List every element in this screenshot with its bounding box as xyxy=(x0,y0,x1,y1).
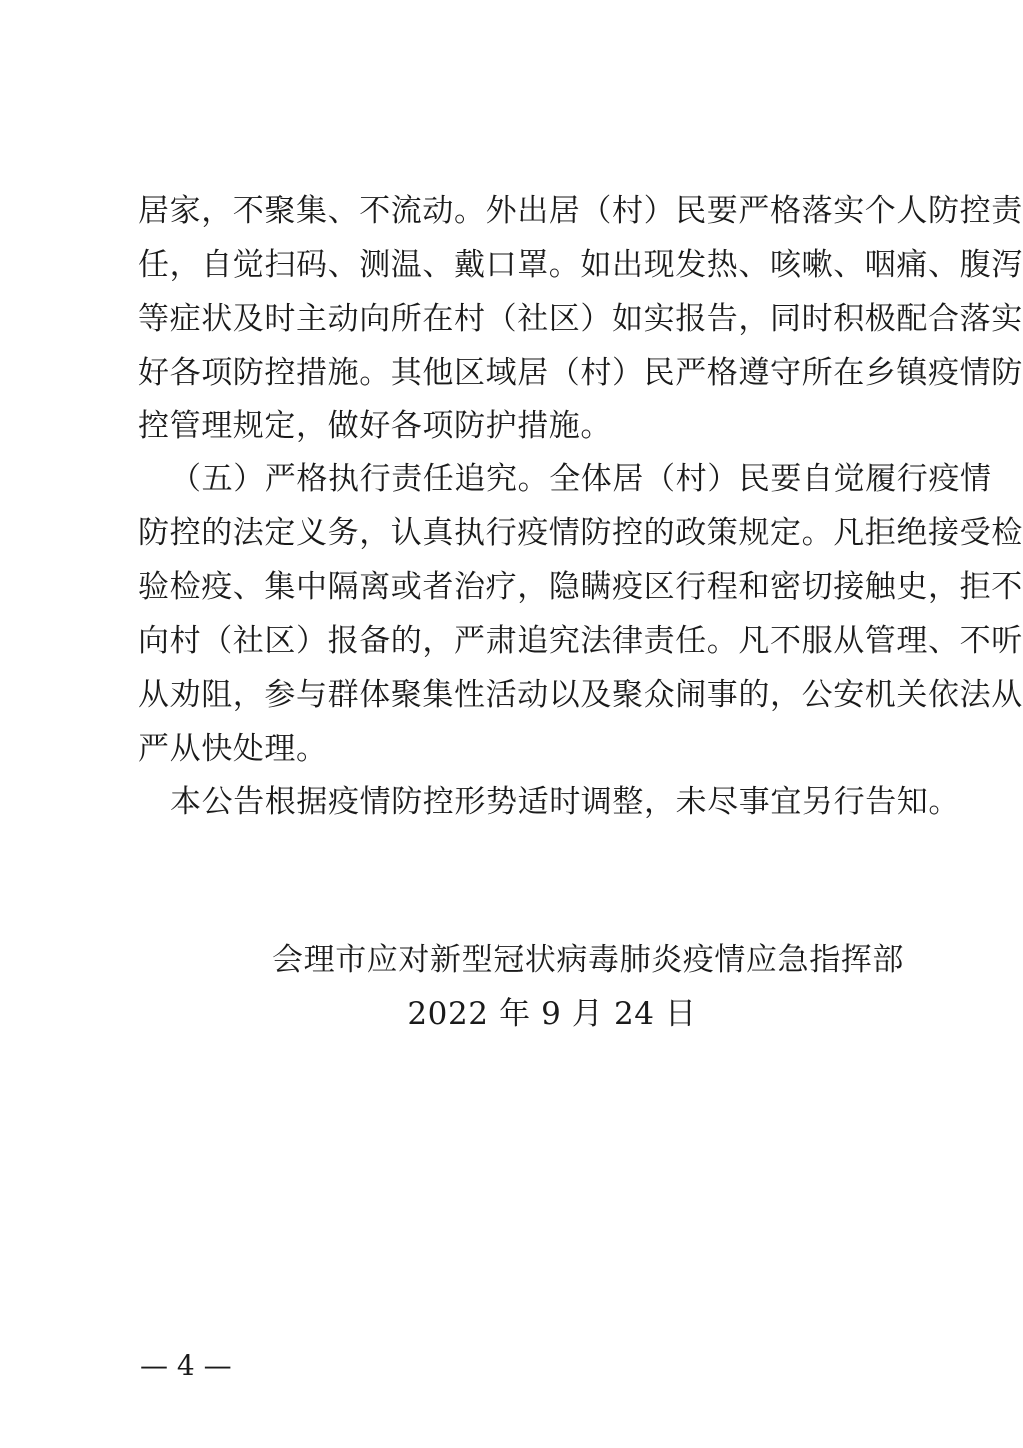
body-line-3: 等症状及时主动向所在村（社区）如实报告，同时积极配合落实 xyxy=(138,301,1023,337)
closing-paragraph: 本公告根据疫情防控形势适时调整，未尽事宜另行告知。 xyxy=(170,784,960,820)
body-line-8: 验检疫、集中隔离或者治疗，隐瞒疫区行程和密切接触史，拒不 xyxy=(138,569,1023,605)
page-number: — 4 — xyxy=(140,1349,232,1382)
signature-date: 2022 年 9 月 24 日 xyxy=(407,996,697,1032)
body-line-9: 向村（社区）报备的，严肃追究法律责任。凡不服从管理、不听 xyxy=(138,623,1023,659)
body-line-2: 任，自觉扫码、测温、戴口罩。如出现发热、咳嗽、咽痛、腹泻 xyxy=(138,247,1023,283)
body-line-1: 居家，不聚集、不流动。外出居（村）民要严格落实个人防控责 xyxy=(138,193,1023,229)
body-line-5: 控管理规定，做好各项防护措施。 xyxy=(138,408,612,444)
body-line-4: 好各项防控措施。其他区域居（村）民严格遵守所在乡镇疫情防 xyxy=(138,355,1023,391)
body-line-11: 严从快处理。 xyxy=(138,731,328,767)
body-line-10: 从劝阻，参与群体聚集性活动以及聚众闹事的，公安机关依法从 xyxy=(138,677,1023,713)
signature-organization: 会理市应对新型冠状病毒肺炎疫情应急指挥部 xyxy=(272,942,904,978)
section-five-heading-line: （五）严格执行责任追究。全体居（村）民要自觉履行疫情 xyxy=(170,461,992,497)
body-line-7: 防控的法定义务，认真执行疫情防控的政策规定。凡拒绝接受检 xyxy=(138,515,1023,551)
